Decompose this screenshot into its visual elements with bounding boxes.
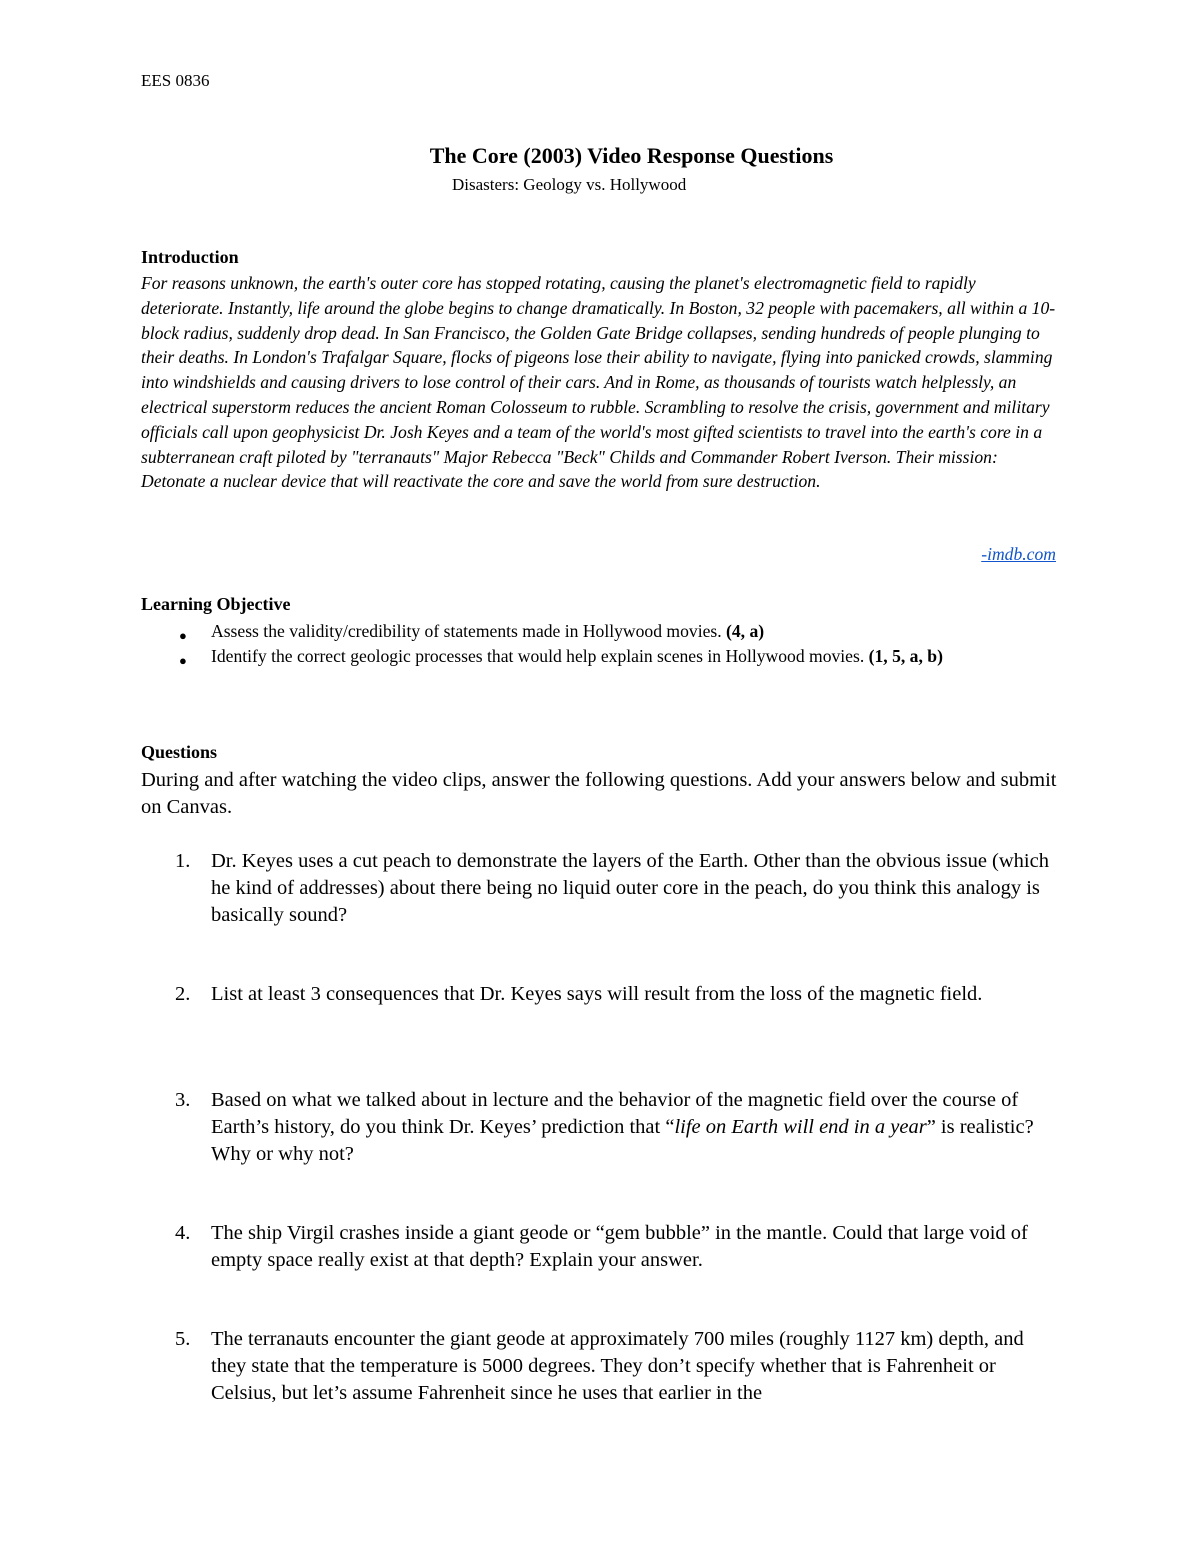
question-number: 1.: [175, 850, 191, 872]
objective-ref: (1, 5, a, b): [868, 645, 943, 666]
objective-ref: (4, a): [726, 621, 765, 641]
learning-objective-heading: Learning Objective: [141, 594, 291, 614]
list-item: [141, 644, 1061, 669]
question-text: The terranauts encounter the giant geode at approximately 700 miles (roughly 1127 km) depth, and they state that the temperature is 5000 degrees. They don’t specify whether that is Fahrenheit or Celsius, but let’s assume Fahrenheit since he uses that earlier in the: [211, 1328, 1024, 1404]
question-text-part: ” is realistic? Why or why not?: [211, 1116, 1034, 1165]
question-text: [211, 1087, 1061, 1168]
introduction-heading: Introduction: [141, 247, 239, 267]
questions-intro: During and after watching the video clips, answer the following questions. Add your answers below and submit on Canvas.: [141, 769, 1057, 818]
question-number: 4.: [175, 1222, 191, 1244]
question-text: List at least 3 consequences that Dr. Keyes says will result from the loss of the magnetic field.: [211, 983, 983, 1005]
question-number: 2.: [175, 983, 191, 1005]
learning-objective-list: [141, 619, 1061, 668]
course-code: EES 0836: [141, 71, 210, 90]
objective-text: Identify the correct geologic processes that would help explain scenes in Hollywood movies.: [211, 645, 869, 666]
source-link[interactable]: -imdb.com: [981, 544, 1056, 564]
question-text: Dr. Keyes uses a cut peach to demonstrate the layers of the Earth. Other than the obvious issue (which he kind of addresses) about there being no liquid outer core in the peach, do you think this analogy is basically sound?: [211, 850, 1049, 926]
bullet-icon: ●: [179, 628, 187, 643]
question-number: 5.: [175, 1328, 191, 1350]
question-quote: life on Earth will end in a year: [674, 1116, 927, 1138]
question-number: 3.: [175, 1089, 191, 1111]
document-title: The Core (2003) Video Response Questions: [429, 143, 834, 168]
objective-text: Assess the validity/credibility of statements made in Hollywood movies.: [211, 621, 727, 641]
questions-heading: Questions: [141, 742, 218, 762]
bullet-icon: ●: [179, 652, 187, 668]
question-text-part: Based on what we talked about in lecture and the behavior of the magnetic field over the course of Earth’s history, do you think Dr. Keyes’ prediction that “: [211, 1089, 1019, 1138]
question-text: The ship Virgil crashes inside a giant geode or “gem bubble” in the mantle. Could that large void of empty space really exist at that depth? Explain your answer.: [211, 1222, 1028, 1271]
list-item: [141, 619, 1061, 644]
document-subtitle: Disasters: Geology vs. Hollywood: [452, 175, 687, 194]
introduction-text: For reasons unknown, the earth's outer core has stopped rotating, causing the planet's electromagnetic field to rapidly deteriorate. Instantly, life around the globe begins to change dramatically. In Boston, 32 people with pacemakers, all within a 10-block radius, suddenly drop dead. In San Francisco, the Golden Gate Bridge collapses, sending hundreds of people plunging to their deaths. In London's Trafalgar Square, flocks of pigeons lose their ability to navigate, flying into panicked crowds, slamming into windshields and causing drivers to lose control of their cars. And in Rome, as thousands of tourists watch helplessly, an electrical superstorm reduces the ancient Roman Colosseum to rubble. Scrambling to resolve the crisis, government and military officials call upon geophysicist Dr. Josh Keyes and a team of the world's most gifted scientists to travel into the earth's core in a subterranean craft piloted by "terranauts" Major Rebecca "Beck" Childs and Commander Robert Iverson. Their mission: Detonate a nuclear device that will reactivate the core and save the world from sure destruction.: [141, 273, 1056, 492]
